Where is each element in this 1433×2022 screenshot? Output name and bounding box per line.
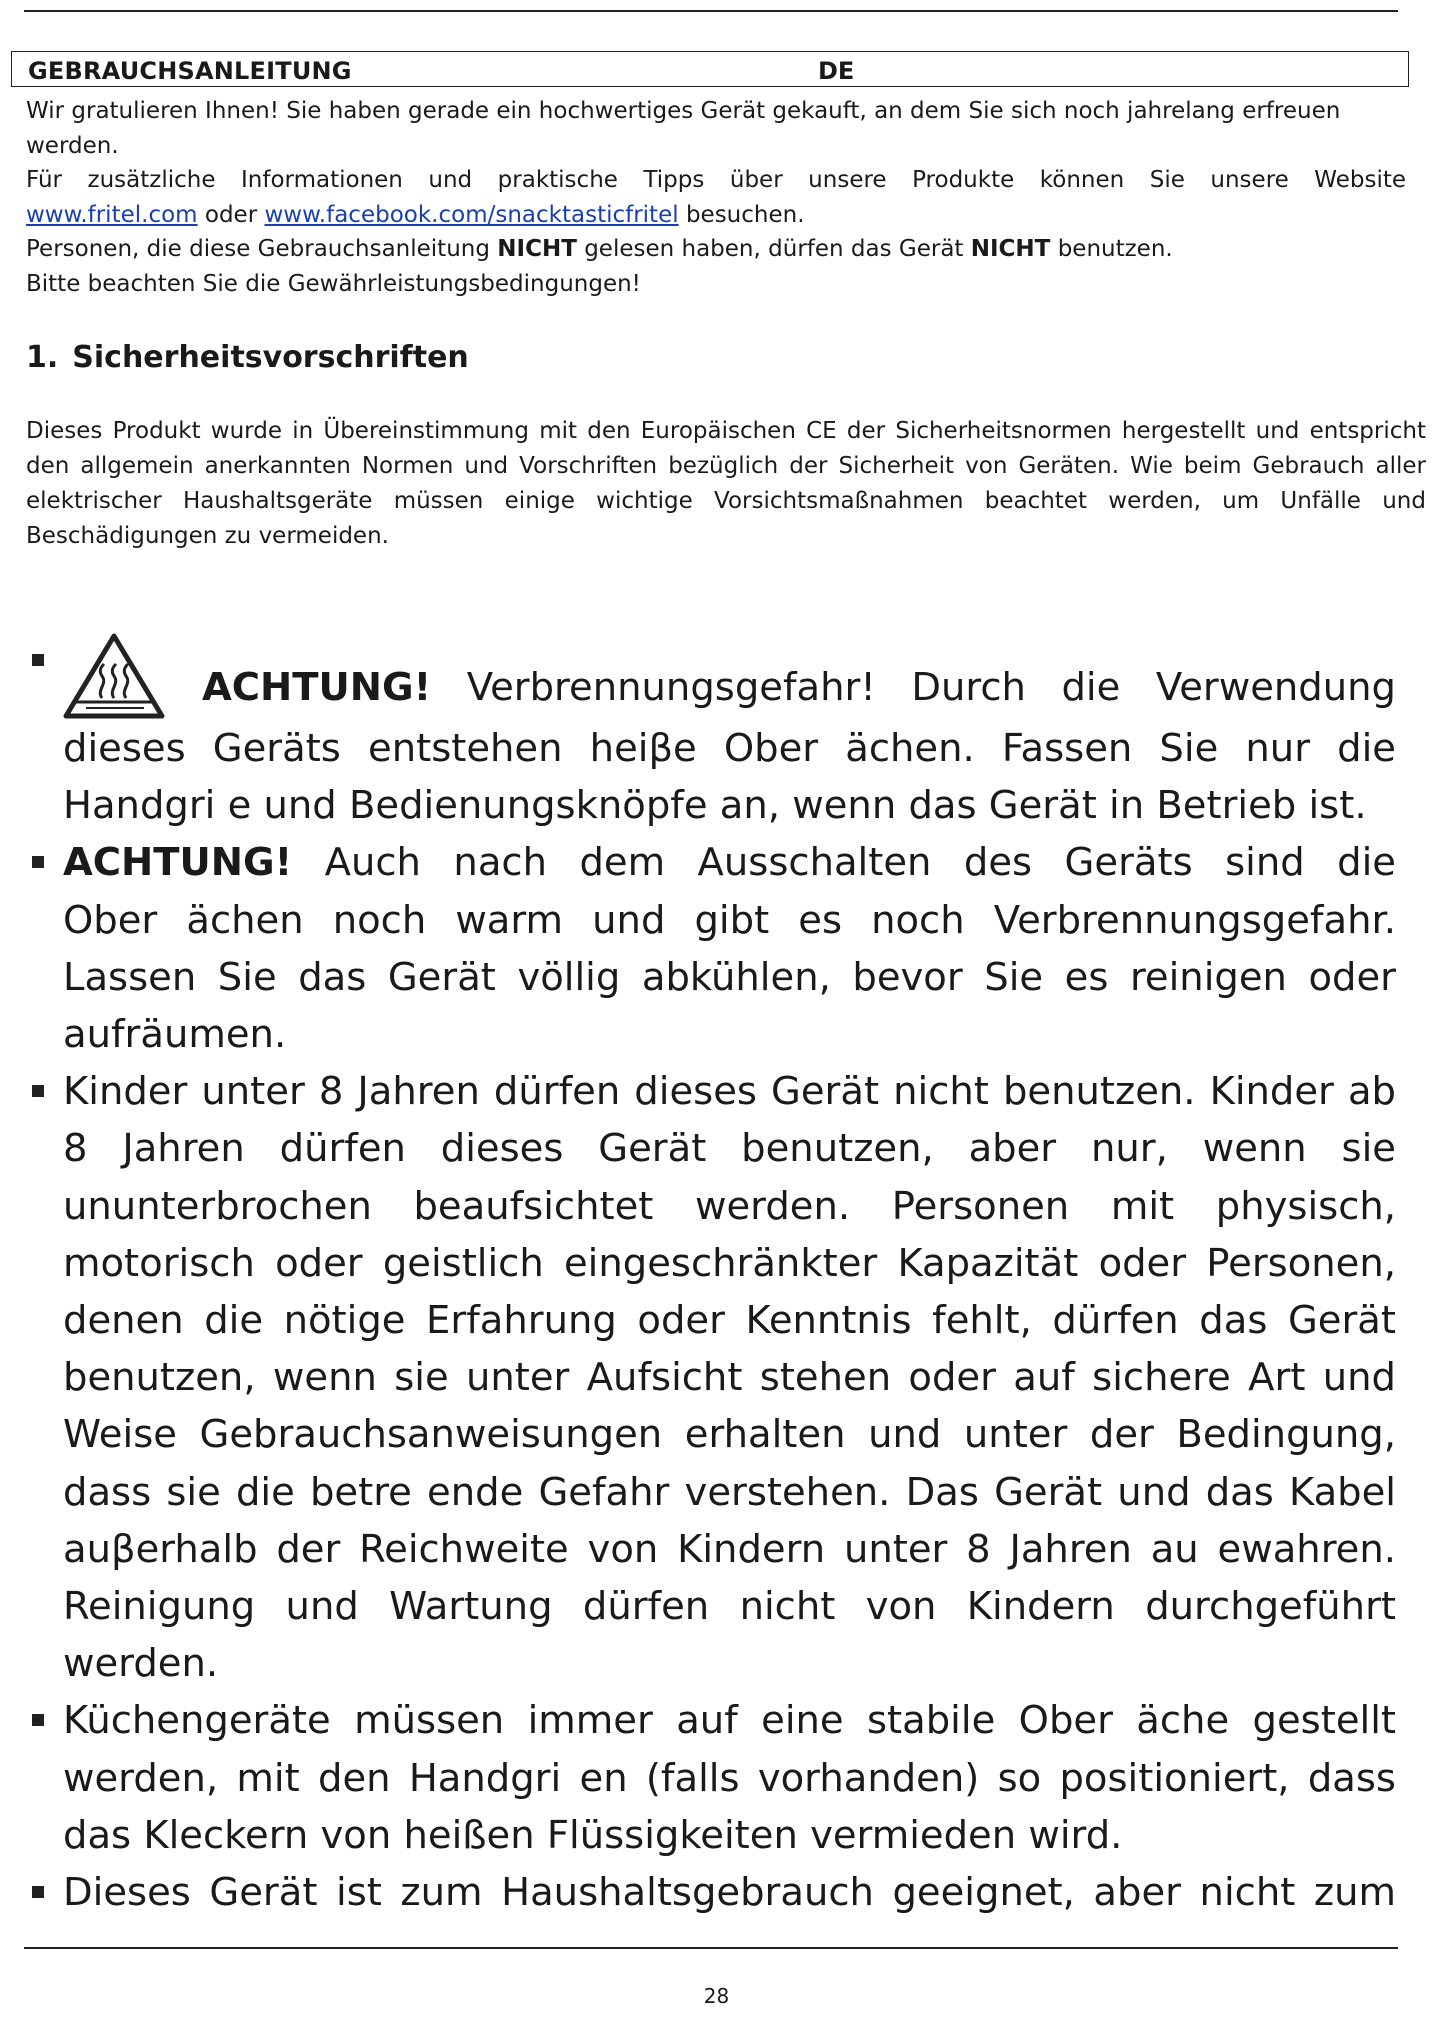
bullet-line xyxy=(63,632,1396,720)
facebook-link[interactable]: www.facebook.com/snacktasticfritel xyxy=(264,201,679,228)
bullet-text: Auch nach dem Ausschalten des Geräts sind die xyxy=(324,840,1396,886)
fritel-website-link[interactable]: www.fritel.com xyxy=(26,201,198,228)
read-warning-a: Personen, die diese Gebrauchsanleitung xyxy=(26,236,490,262)
paragraph-line: elektrischer Haushaltsgeräte müssen einige wichtige Vorsichtsmaßnahmen beachtet werden, um Unfälle und xyxy=(26,488,1426,514)
bullet-item xyxy=(26,834,1396,1063)
bullet-line: Weise Gebrauchsanweisungen erhalten und unter der Bedingung, xyxy=(63,1412,1396,1458)
bullet-item xyxy=(26,1063,1396,1692)
hot-surface-warning-icon xyxy=(62,632,166,720)
attention-label: ACHTUNG! xyxy=(63,840,293,886)
language-code: DE xyxy=(818,57,855,85)
bullet-line: motorisch oder geistlich eingeschränkter Kapazität oder Personen, xyxy=(63,1240,1396,1286)
bullet-line: Dieses Gerät ist zum Haushaltsgebrauch geeignet, aber nicht zum xyxy=(63,1870,1396,1916)
bullet-line: aufräumen. xyxy=(63,1012,287,1058)
intro-congrats: Wir gratulieren Ihnen! Sie haben gerade ein hochwertiges Gerät gekauft, an dem Sie sich noch jahrelang erfreuen werden. xyxy=(26,98,1341,159)
bullet-square-icon xyxy=(32,654,44,666)
section-paragraph xyxy=(26,414,1426,554)
section-title: Sicherheitsvorschriften xyxy=(72,340,469,375)
manual-header xyxy=(11,51,1409,87)
bullet-square-icon xyxy=(32,1714,44,1726)
intro-visit: besuchen. xyxy=(685,201,805,228)
bullet-line: Reinigung und Wartung dürfen nicht von Kindern durchgeführt xyxy=(63,1584,1396,1630)
bullet-line: benutzen, wenn sie unter Aufsicht stehen oder auf sichere Art und xyxy=(63,1355,1396,1401)
bullet-line: Kinder unter 8 Jahren dürfen dieses Gerät nicht benutzen. Kinder ab xyxy=(63,1069,1396,1115)
intro-info-prefix: Für zusätzliche Informationen und praktische Tipps über unsere Produkte können Sie unsere Website xyxy=(26,167,1406,193)
bullet-line: Handgri e und Bedienungsknöpfe an, wenn das Gerät in Betrieb ist. xyxy=(63,783,1367,829)
bullet-line: das Kleckern von heißen Flüssigkeiten vermieden wird. xyxy=(63,1812,1123,1858)
intro-or: oder xyxy=(204,201,258,228)
read-warning-not-1: NICHT xyxy=(497,236,577,262)
bullet-item xyxy=(26,1692,1396,1864)
bullet-square-icon xyxy=(32,1085,44,1097)
bullet-square-icon xyxy=(32,1886,44,1898)
intro-text xyxy=(26,94,1406,301)
safety-bullets xyxy=(26,632,1396,1921)
bullet-item xyxy=(26,632,1396,834)
paragraph-line: Beschädigungen zu vermeiden. xyxy=(26,523,389,549)
paragraph-line: Dieses Produkt wurde in Übereinstimmung mit den Europäischen CE der Sicherheitsnormen hergestellt und entspricht xyxy=(26,418,1426,444)
bullet-line: Küchengeräte müssen immer auf eine stabile Ober äche gestellt xyxy=(63,1698,1396,1744)
bullet-line: Ober ächen noch warm und gibt es noch Verbrennungsgefahr. xyxy=(63,897,1396,943)
intro-warranty-note: Bitte beachten Sie die Gewährleistungsbedingungen! xyxy=(26,270,641,297)
intro-read-warning xyxy=(26,232,1406,267)
bullet-line: dass sie die betre ende Gefahr verstehen. Das Gerät und das Kabel xyxy=(63,1469,1396,1515)
intro-info-line xyxy=(26,163,1406,198)
read-warning-not-2: NICHT xyxy=(970,236,1051,262)
bullet-square-icon xyxy=(32,856,44,868)
bullet-line xyxy=(63,834,1396,891)
page-number: 28 xyxy=(703,1984,730,2008)
top-rule xyxy=(24,10,1398,12)
paragraph-line: den allgemein anerkannten Normen und Vorschriften bezüglich der Sicherheit von Geräten. Wie beim Gebrauch aller xyxy=(26,453,1426,479)
bullet-line: dieses Geräts entstehen heiβe Ober ächen. Fassen Sie nur die xyxy=(63,726,1396,771)
section-heading xyxy=(26,340,469,375)
bullet-line: 8 Jahren dürfen dieses Gerät benutzen, aber nur, wenn sie xyxy=(63,1126,1396,1172)
bullet-item xyxy=(26,1864,1396,1921)
bullet-line: werden, mit den Handgri en (falls vorhanden) so positioniert, dass xyxy=(63,1755,1396,1801)
bullet-line: werden. xyxy=(63,1641,219,1687)
bullet-line: auβerhalb der Reichweite von Kindern unter 8 Jahren au ewahren. xyxy=(63,1526,1396,1572)
intro-links-line xyxy=(26,198,1406,233)
bullet-line: ununterbrochen beaufsichtet werden. Personen mit physisch, xyxy=(63,1183,1396,1229)
bullet-line: Lassen Sie das Gerät völlig abkühlen, bevor Sie es reinigen oder xyxy=(63,954,1396,1000)
attention-label: ACHTUNG! xyxy=(202,665,432,710)
read-warning-e: benutzen. xyxy=(1057,236,1173,262)
section-number: 1. xyxy=(26,340,59,375)
read-warning-c: gelesen haben, dürfen das Gerät xyxy=(584,236,964,262)
bullet-line: denen die nötige Erfahrung oder Kenntnis fehlt, dürfen das Gerät xyxy=(63,1298,1396,1344)
bullet-text: Verbrennungsgefahr! Durch die Verwendung xyxy=(466,665,1396,710)
bottom-rule xyxy=(24,1947,1398,1949)
manual-title: GEBRAUCHSANLEITUNG xyxy=(28,57,352,85)
